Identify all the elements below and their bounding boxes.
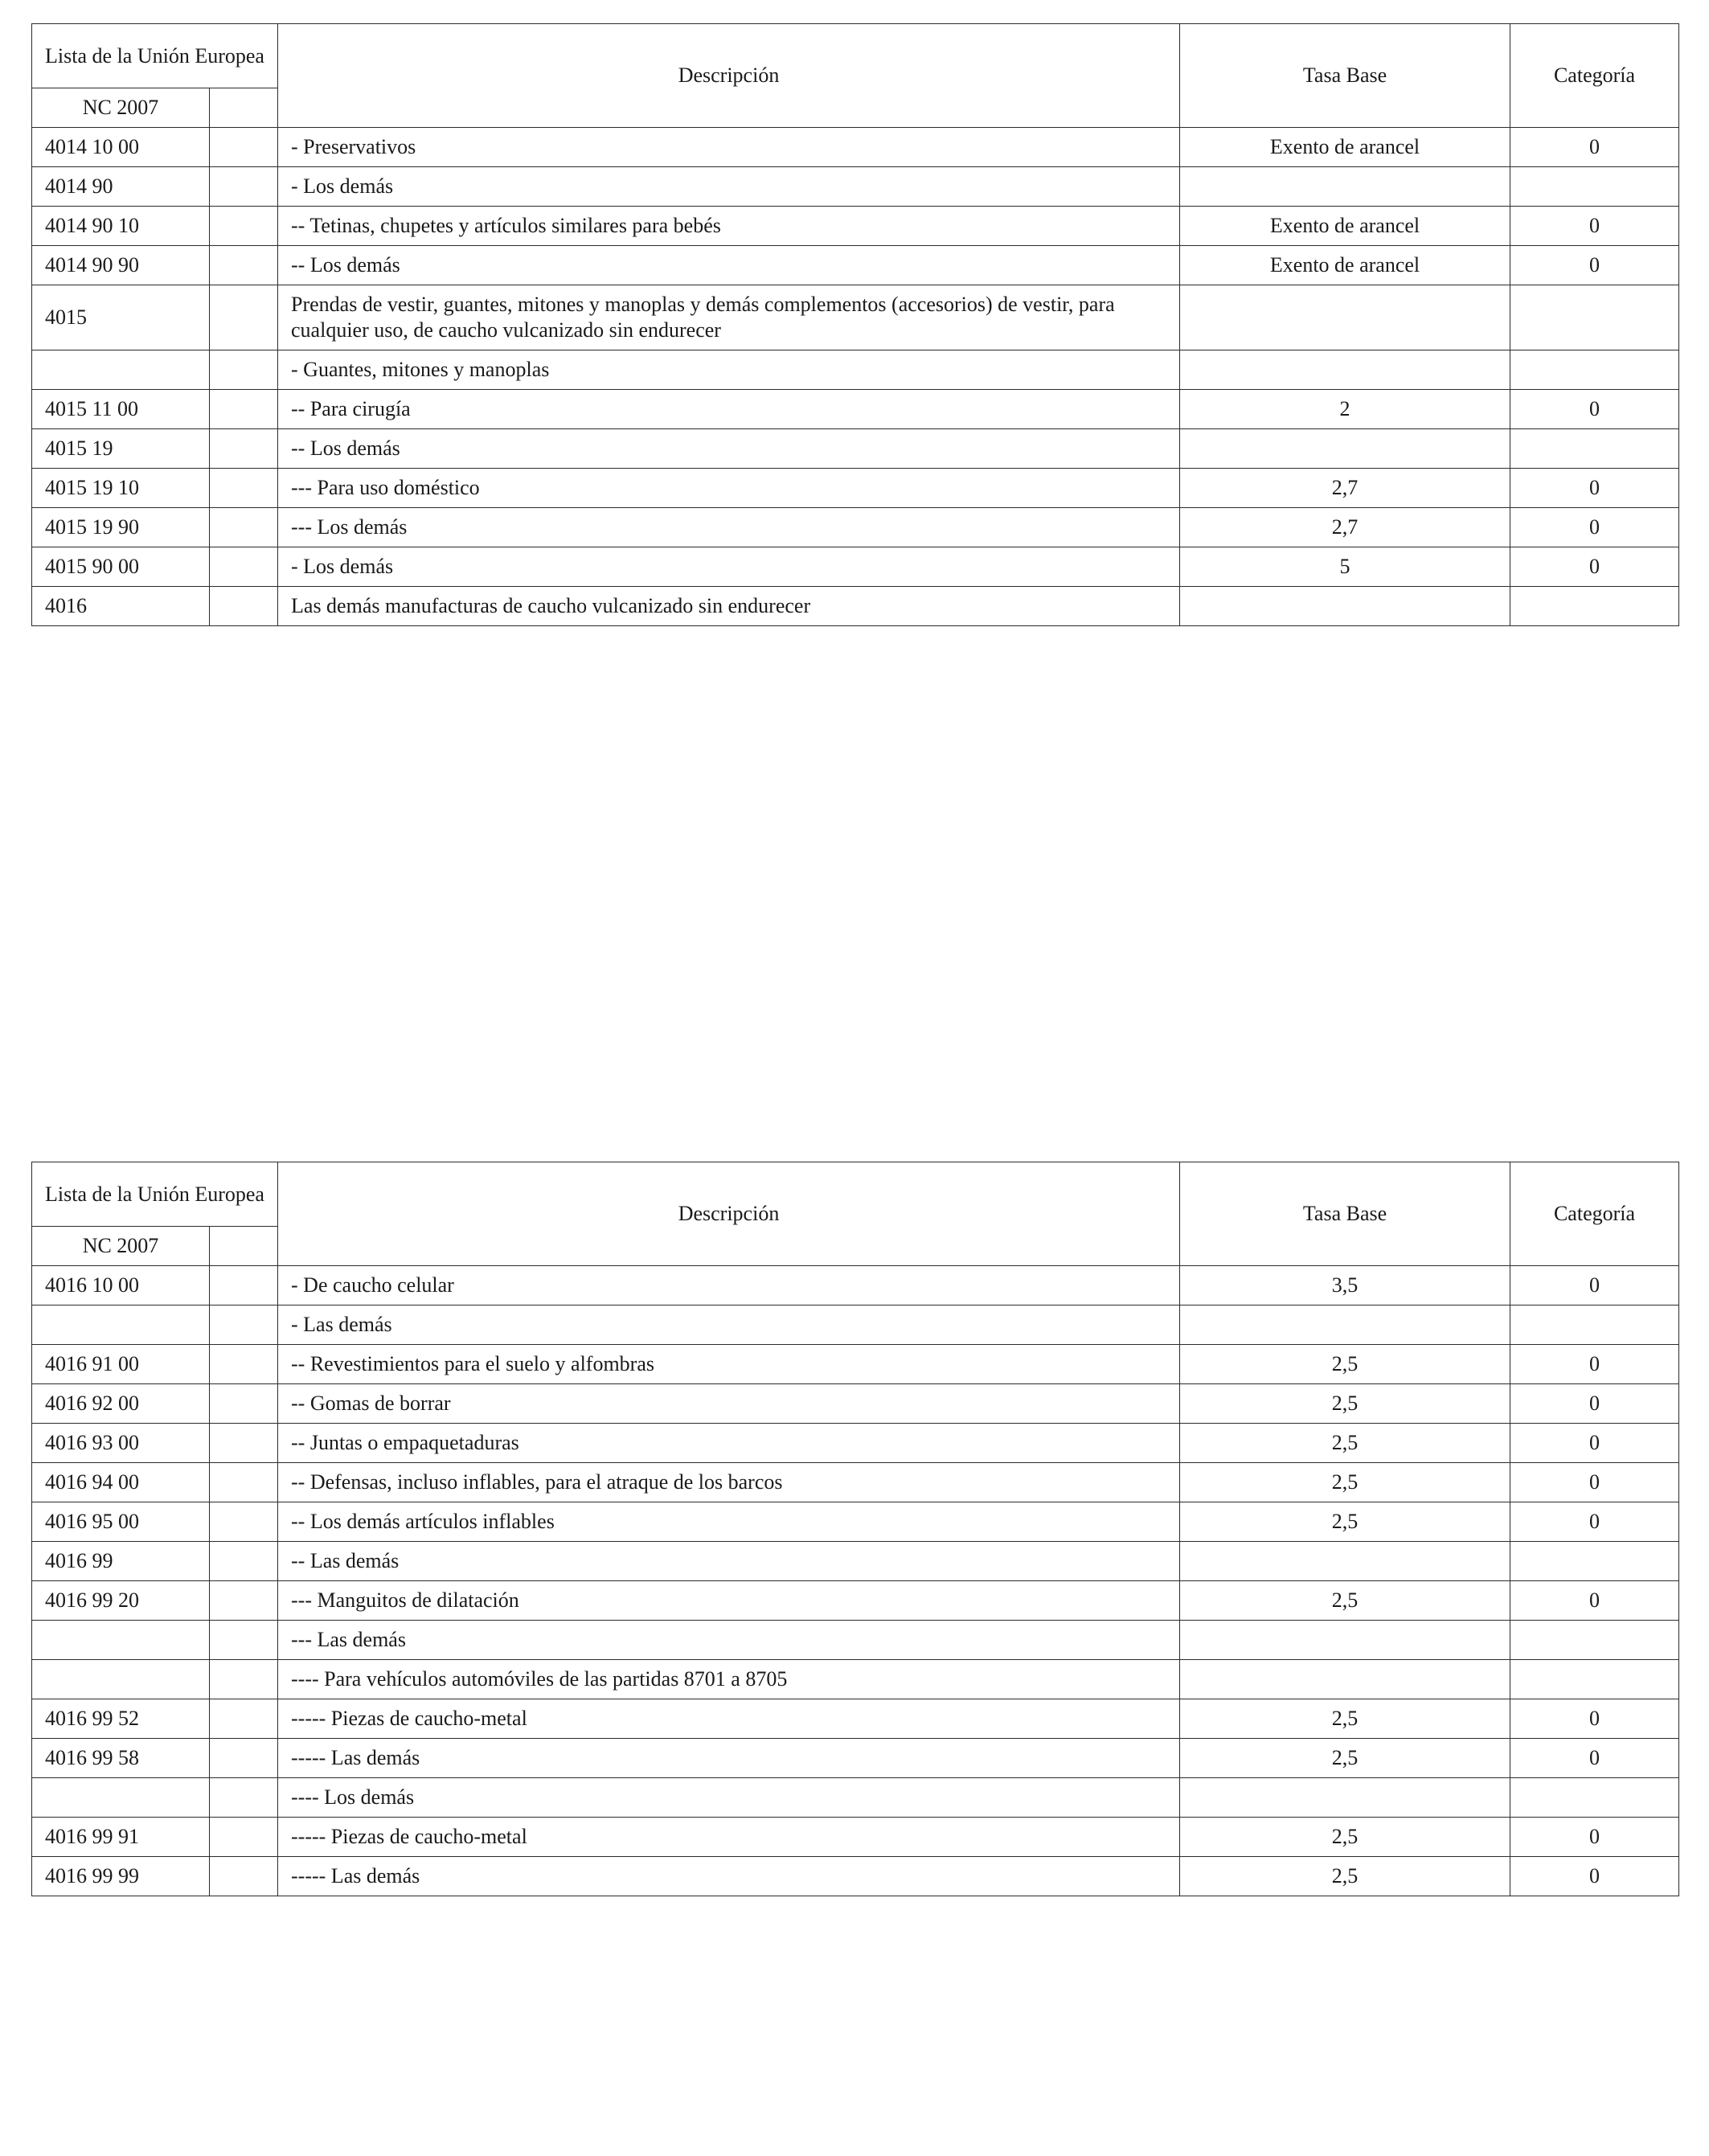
blank-cell (210, 207, 278, 246)
rate-cell: 3,5 (1180, 1266, 1510, 1305)
description-cell: -- Los demás artículos inflables (278, 1502, 1180, 1542)
description-cell: ----- Piezas de caucho-metal (278, 1818, 1180, 1857)
description-cell: -- Tetinas, chupetes y artículos similares para bebés (278, 207, 1180, 246)
category-cell: 0 (1510, 1463, 1679, 1502)
code-cell: 4016 92 00 (32, 1384, 210, 1424)
description-cell: --- Los demás (278, 508, 1180, 547)
header-nc-2007: NC 2007 (32, 1227, 210, 1266)
category-cell (1510, 167, 1679, 207)
category-cell: 0 (1510, 547, 1679, 587)
table-row (32, 246, 1679, 285)
tariff-table-1 (31, 23, 1679, 626)
blank-cell (210, 1502, 278, 1542)
code-cell: 4015 11 00 (32, 390, 210, 429)
code-cell (32, 350, 210, 390)
table-row (32, 167, 1679, 207)
blank-cell (210, 508, 278, 547)
code-cell: 4014 90 10 (32, 207, 210, 246)
rate-cell: 2 (1180, 390, 1510, 429)
table-row (32, 1305, 1679, 1345)
rate-cell (1180, 1305, 1510, 1345)
category-cell: 0 (1510, 1266, 1679, 1305)
table-row (32, 1739, 1679, 1778)
code-cell: 4015 19 (32, 429, 210, 469)
description-cell: - De caucho celular (278, 1266, 1180, 1305)
rate-cell: 2,5 (1180, 1699, 1510, 1739)
code-cell: 4015 19 90 (32, 508, 210, 547)
code-cell: 4016 94 00 (32, 1463, 210, 1502)
blank-cell (210, 1818, 278, 1857)
description-cell: --- Para uso doméstico (278, 469, 1180, 508)
header-nc-2007: NC 2007 (32, 88, 210, 128)
code-cell: 4015 90 00 (32, 547, 210, 587)
category-cell: 0 (1510, 469, 1679, 508)
description-cell: - Las demás (278, 1305, 1180, 1345)
blank-cell (210, 390, 278, 429)
code-cell (32, 1660, 210, 1699)
category-cell: 0 (1510, 1818, 1679, 1857)
rate-cell: 2,5 (1180, 1739, 1510, 1778)
category-cell: 0 (1510, 508, 1679, 547)
category-cell: 0 (1510, 1424, 1679, 1463)
category-cell (1510, 1778, 1679, 1818)
blank-cell (210, 1581, 278, 1621)
blank-cell (210, 429, 278, 469)
table-row (32, 508, 1679, 547)
table-row (32, 469, 1679, 508)
blank-cell (210, 1699, 278, 1739)
table-row (32, 587, 1679, 626)
rate-cell: 2,5 (1180, 1424, 1510, 1463)
table-row (32, 1266, 1679, 1305)
blank-cell (210, 1778, 278, 1818)
description-cell: -- Para cirugía (278, 390, 1180, 429)
code-cell: 4016 99 58 (32, 1739, 210, 1778)
code-cell: 4016 91 00 (32, 1345, 210, 1384)
rate-cell: 2,5 (1180, 1463, 1510, 1502)
description-cell: --- Las demás (278, 1621, 1180, 1660)
category-cell (1510, 429, 1679, 469)
category-cell: 0 (1510, 1581, 1679, 1621)
code-cell: 4014 90 (32, 167, 210, 207)
rate-cell: 2,5 (1180, 1857, 1510, 1896)
table-row (32, 1463, 1679, 1502)
table-row (32, 1660, 1679, 1699)
blank-cell (210, 1345, 278, 1384)
rate-cell: 2,5 (1180, 1345, 1510, 1384)
table-row (32, 207, 1679, 246)
blank-cell (210, 1463, 278, 1502)
description-cell: -- Defensas, incluso inflables, para el atraque de los barcos (278, 1463, 1180, 1502)
blank-cell (210, 1542, 278, 1581)
blank-cell (210, 1384, 278, 1424)
description-cell: ----- Piezas de caucho-metal (278, 1699, 1180, 1739)
category-cell (1510, 1542, 1679, 1581)
rate-cell (1180, 1660, 1510, 1699)
rate-cell (1180, 1778, 1510, 1818)
rate-cell: Exento de arancel (1180, 246, 1510, 285)
code-cell: 4016 99 20 (32, 1581, 210, 1621)
code-cell: 4016 99 52 (32, 1699, 210, 1739)
rate-cell: 2,5 (1180, 1384, 1510, 1424)
table-row (32, 285, 1679, 350)
tariff-table-2 (31, 1162, 1679, 1896)
code-cell: 4015 19 10 (32, 469, 210, 508)
category-cell: 0 (1510, 246, 1679, 285)
rate-cell: 5 (1180, 547, 1510, 587)
code-cell (32, 1305, 210, 1345)
header-list-union-europea: Lista de la Unión Europea (32, 1162, 278, 1227)
rate-cell (1180, 1621, 1510, 1660)
table-row (32, 1502, 1679, 1542)
description-cell: ----- Las demás (278, 1857, 1180, 1896)
blank-cell (210, 167, 278, 207)
blank-cell (210, 128, 278, 167)
description-cell: Prendas de vestir, guantes, mitones y manoplas y demás complementos (accesorios) de vestir, para cualquier uso, de caucho vulcanizado sin endurecer (278, 285, 1180, 350)
header-blank-cell (210, 1227, 278, 1266)
blank-cell (210, 469, 278, 508)
blank-cell (210, 1621, 278, 1660)
rate-cell: 2,5 (1180, 1502, 1510, 1542)
code-cell: 4016 10 00 (32, 1266, 210, 1305)
header-list-union-europea: Lista de la Unión Europea (32, 24, 278, 88)
table-row (32, 128, 1679, 167)
blank-cell (210, 1857, 278, 1896)
rate-cell (1180, 1542, 1510, 1581)
rate-cell (1180, 167, 1510, 207)
description-cell: -- Las demás (278, 1542, 1180, 1581)
description-cell: Las demás manufacturas de caucho vulcanizado sin endurecer (278, 587, 1180, 626)
rate-cell: 2,7 (1180, 508, 1510, 547)
code-cell (32, 1621, 210, 1660)
header-categoria: Categoría (1510, 1162, 1679, 1266)
description-cell: -- Gomas de borrar (278, 1384, 1180, 1424)
category-cell: 0 (1510, 390, 1679, 429)
blank-cell (210, 547, 278, 587)
description-cell: - Los demás (278, 547, 1180, 587)
header-tasa-base: Tasa Base (1180, 1162, 1510, 1266)
code-cell: 4014 90 90 (32, 246, 210, 285)
description-cell: ----- Las demás (278, 1739, 1180, 1778)
code-cell: 4016 (32, 587, 210, 626)
table-row (32, 350, 1679, 390)
category-cell (1510, 1660, 1679, 1699)
description-cell: ---- Para vehículos automóviles de las partidas 8701 a 8705 (278, 1660, 1180, 1699)
blank-cell (210, 285, 278, 350)
table-row (32, 1778, 1679, 1818)
header-categoria: Categoría (1510, 24, 1679, 128)
category-cell: 0 (1510, 1345, 1679, 1384)
description-cell: - Preservativos (278, 128, 1180, 167)
category-cell (1510, 1305, 1679, 1345)
code-cell: 4016 99 (32, 1542, 210, 1581)
blank-cell (210, 587, 278, 626)
blank-cell (210, 1266, 278, 1305)
category-cell: 0 (1510, 128, 1679, 167)
blank-cell (210, 1660, 278, 1699)
rate-cell (1180, 587, 1510, 626)
table-row (32, 1581, 1679, 1621)
rate-cell: 2,7 (1180, 469, 1510, 508)
code-cell: 4016 93 00 (32, 1424, 210, 1463)
table-row (32, 1699, 1679, 1739)
category-cell: 0 (1510, 207, 1679, 246)
category-cell (1510, 350, 1679, 390)
category-cell: 0 (1510, 1699, 1679, 1739)
header-descripcion: Descripción (278, 24, 1180, 128)
category-cell: 0 (1510, 1502, 1679, 1542)
category-cell (1510, 587, 1679, 626)
table-row (32, 547, 1679, 587)
table-1-body (32, 128, 1679, 626)
blank-cell (210, 1424, 278, 1463)
table-row (32, 390, 1679, 429)
code-cell: 4015 (32, 285, 210, 350)
table-row (32, 1621, 1679, 1660)
header-tasa-base: Tasa Base (1180, 24, 1510, 128)
category-cell (1510, 285, 1679, 350)
blank-cell (210, 350, 278, 390)
header-descripcion: Descripción (278, 1162, 1180, 1266)
category-cell: 0 (1510, 1739, 1679, 1778)
table-row (32, 1424, 1679, 1463)
table-row (32, 1818, 1679, 1857)
description-cell: --- Manguitos de dilatación (278, 1581, 1180, 1621)
rate-cell (1180, 285, 1510, 350)
rate-cell (1180, 350, 1510, 390)
table-2-body (32, 1266, 1679, 1896)
code-cell: 4016 95 00 (32, 1502, 210, 1542)
blank-cell (210, 246, 278, 285)
rate-cell: 2,5 (1180, 1581, 1510, 1621)
blank-cell (210, 1305, 278, 1345)
code-cell: 4014 10 00 (32, 128, 210, 167)
header-blank-cell (210, 88, 278, 128)
category-cell (1510, 1621, 1679, 1660)
description-cell: -- Los demás (278, 429, 1180, 469)
description-cell: -- Revestimientos para el suelo y alfombras (278, 1345, 1180, 1384)
description-cell: - Guantes, mitones y manoplas (278, 350, 1180, 390)
table-row (32, 429, 1679, 469)
table-row (32, 1345, 1679, 1384)
code-cell (32, 1778, 210, 1818)
category-cell: 0 (1510, 1384, 1679, 1424)
rate-cell: Exento de arancel (1180, 128, 1510, 167)
table-row (32, 1542, 1679, 1581)
blank-cell (210, 1739, 278, 1778)
description-cell: ---- Los demás (278, 1778, 1180, 1818)
code-cell: 4016 99 91 (32, 1818, 210, 1857)
rate-cell: 2,5 (1180, 1818, 1510, 1857)
description-cell: - Los demás (278, 167, 1180, 207)
description-cell: -- Los demás (278, 246, 1180, 285)
category-cell: 0 (1510, 1857, 1679, 1896)
table-row (32, 1857, 1679, 1896)
description-cell: -- Juntas o empaquetaduras (278, 1424, 1180, 1463)
rate-cell (1180, 429, 1510, 469)
rate-cell: Exento de arancel (1180, 207, 1510, 246)
table-row (32, 1384, 1679, 1424)
code-cell: 4016 99 99 (32, 1857, 210, 1896)
